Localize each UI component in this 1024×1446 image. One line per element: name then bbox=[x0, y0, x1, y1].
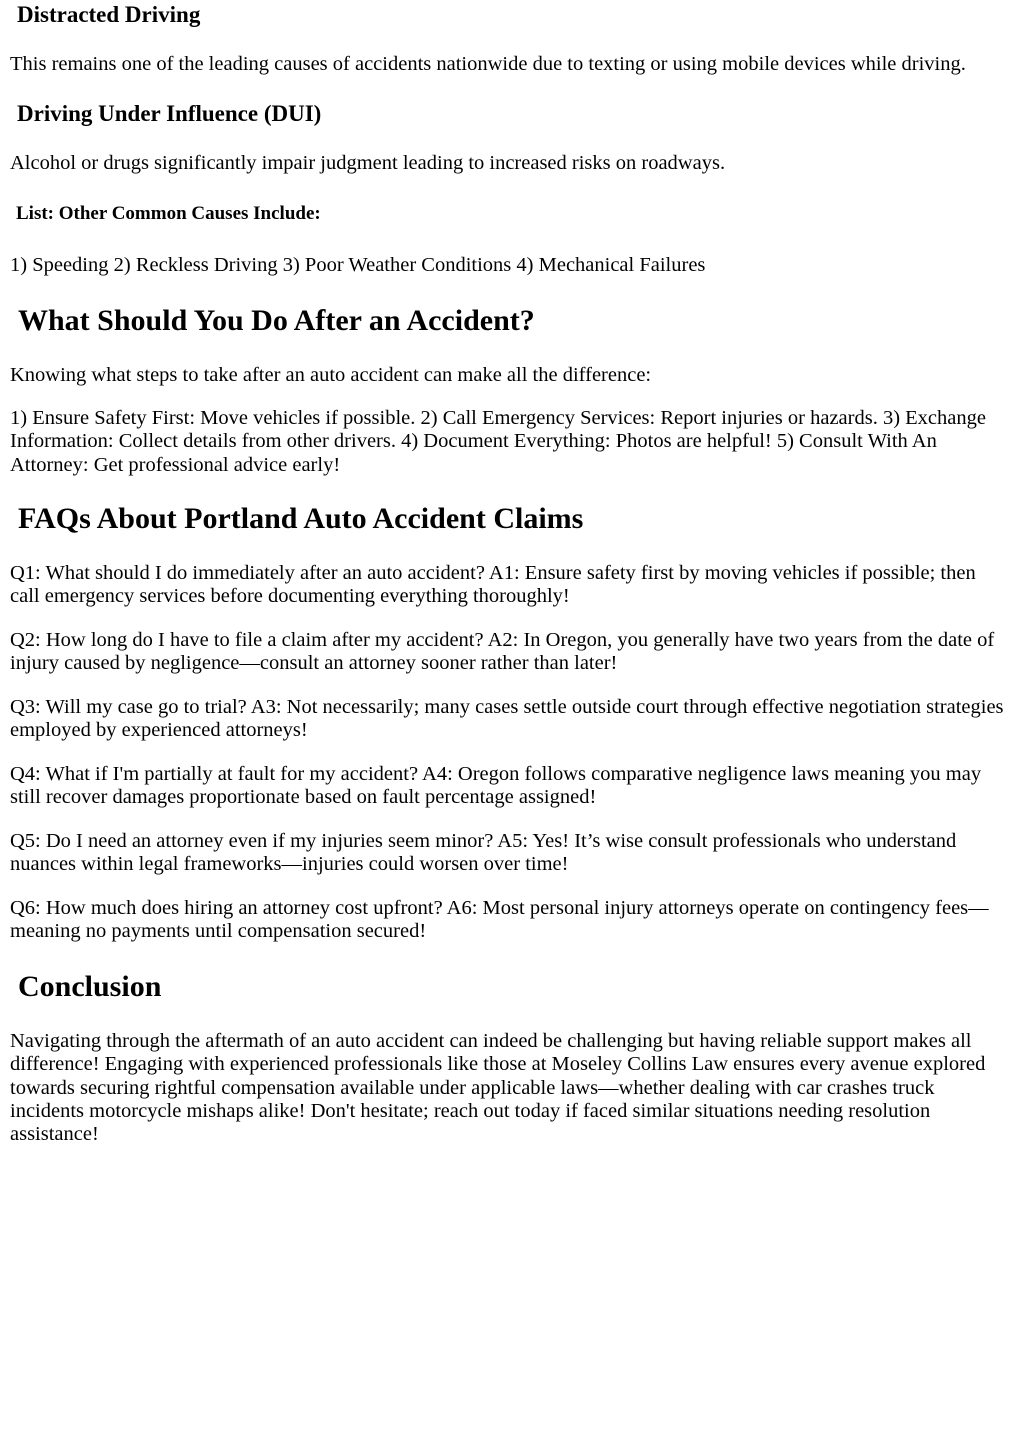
faq-item-4: Q4: What if I'm partially at fault for my accident? A4: Oregon follows comparative negligence laws meaning you may still recover damages proportionate based on fault percentage assigned! bbox=[10, 763, 982, 809]
faq-item-5: Q5: Do I need an attorney even if my injuries seem minor? A5: Yes! It’s wise consult professionals who understand nuances within legal frameworks—injuries could worsen over time! bbox=[10, 830, 957, 876]
heading-dui: Driving Under Influence (DUI) bbox=[17, 101, 322, 126]
paragraph-after-accident-steps: 1) Ensure Safety First: Move vehicles if possible. 2) Call Emergency Services: Report injuries or hazards. 3) Exchange Information: Collect details from other drivers. 4) Document Everything: Photos are helpful! 5) Consult With An Attorney: Get professional advice early! bbox=[10, 407, 986, 476]
heading-distracted-driving: Distracted Driving bbox=[17, 2, 201, 27]
paragraph-distracted-driving: This remains one of the leading causes of accidents nationwide due to texting or using mobile devices while driving. bbox=[10, 53, 966, 75]
faq-item-2: Q2: How long do I have to file a claim after my accident? A2: In Oregon, you generally have two years from the date of injury caused by negligence—consult an attorney sooner rather than later! bbox=[10, 629, 995, 675]
faq-item-1: Q1: What should I do immediately after an auto accident? A1: Ensure safety first by moving vehicles if possible; then call emergency services before documenting everything thoroughly! bbox=[10, 562, 976, 608]
paragraph-after-accident-intro: Knowing what steps to take after an auto accident can make all the difference: bbox=[10, 364, 652, 386]
paragraph-conclusion: Navigating through the aftermath of an auto accident can indeed be challenging but having reliable support makes all difference! Engaging with experienced professionals like those at Moseley Collins Law ensures every avenue explored towards securing rightful compensation available under applicable laws—whether dealing with car crashes truck incidents motorcycle mishaps alike! Don't hesitate; reach out today if faced similar situations needing resolution assistance! bbox=[10, 1030, 986, 1146]
heading-after-accident: What Should You Do After an Accident? bbox=[18, 304, 535, 337]
faq-item-3: Q3: Will my case go to trial? A3: Not necessarily; many cases settle outside court through effective negotiation strategies employed by experienced attorneys! bbox=[10, 696, 1004, 742]
heading-other-causes: List: Other Common Causes Include: bbox=[16, 203, 321, 224]
heading-conclusion: Conclusion bbox=[18, 970, 162, 1003]
heading-faqs: FAQs About Portland Auto Accident Claims bbox=[18, 502, 584, 535]
paragraph-dui: Alcohol or drugs significantly impair judgment leading to increased risks on roadways. bbox=[10, 152, 726, 174]
paragraph-other-causes: 1) Speeding 2) Reckless Driving 3) Poor Weather Conditions 4) Mechanical Failures bbox=[10, 254, 706, 276]
faq-item-6: Q6: How much does hiring an attorney cost upfront? A6: Most personal injury attorneys operate on contingency fees—meaning no payments until compensation secured! bbox=[10, 897, 989, 943]
